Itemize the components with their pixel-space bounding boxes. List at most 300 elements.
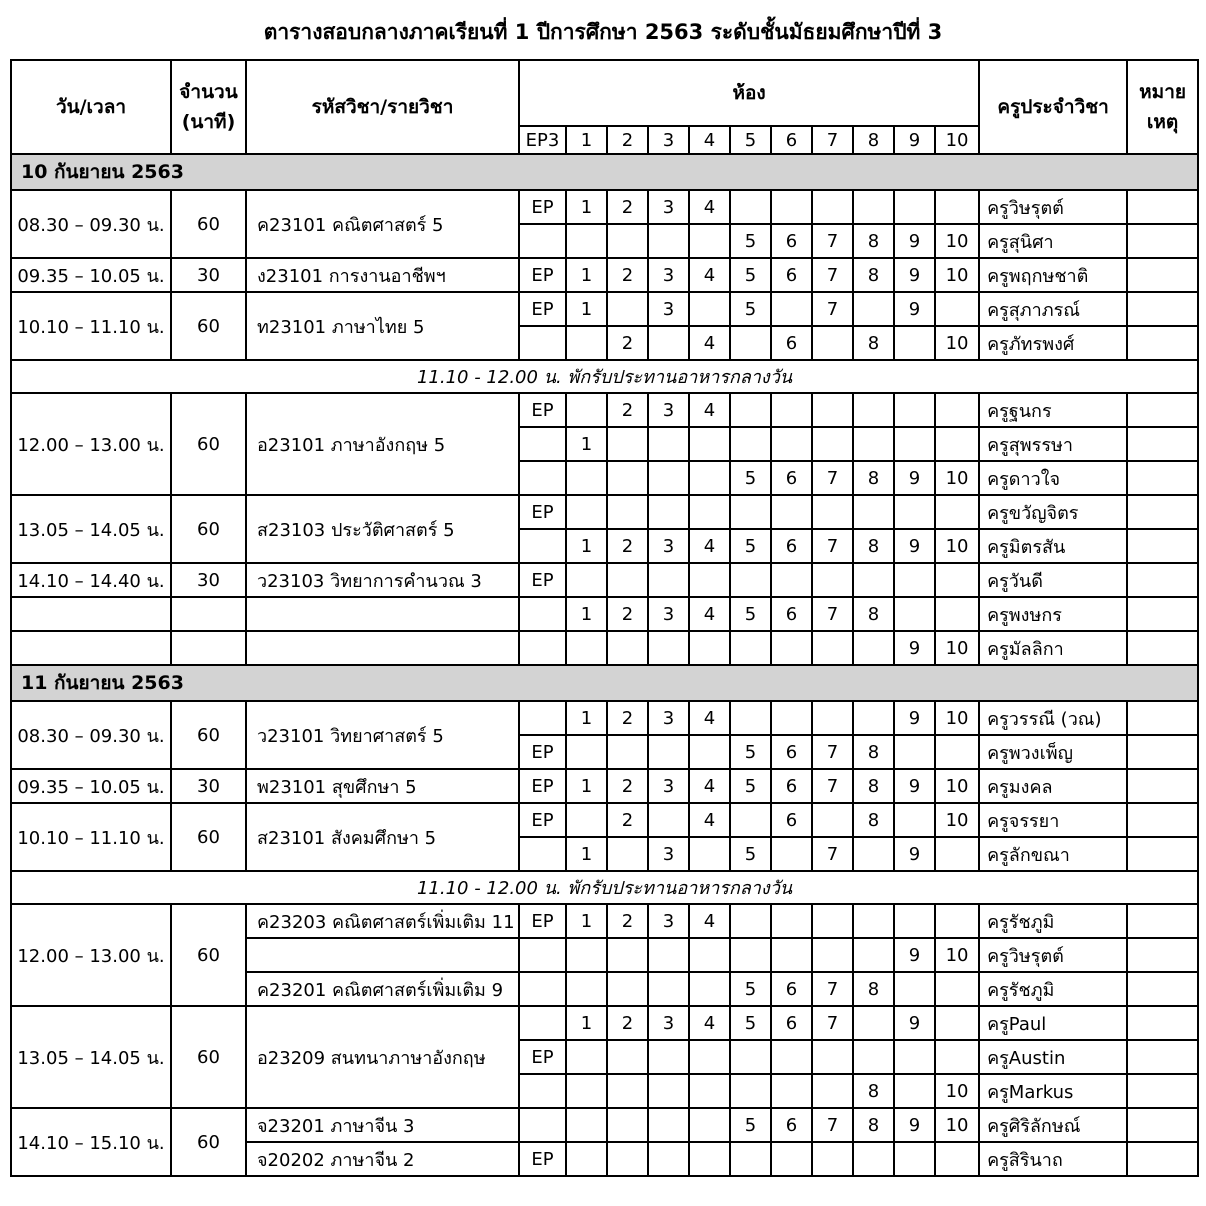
- room-cell: [566, 631, 607, 665]
- room-cell: 10: [935, 631, 979, 665]
- exam-row: [11, 190, 1198, 224]
- room-cell: [935, 393, 979, 427]
- room-cell: EP: [519, 904, 566, 938]
- room-cell: [566, 224, 607, 258]
- date-section-label: 11 กันยายน 2563: [11, 665, 1198, 701]
- room-cell: [730, 1074, 771, 1108]
- exam-duration-cell: 60: [171, 190, 246, 258]
- room-cell: 6: [771, 326, 812, 360]
- exam-subject-cell: พ23101 สุขศึกษา 5: [246, 769, 519, 803]
- lunch-break-row: [11, 871, 1198, 904]
- exam-subject-cell: จ20202 ภาษาจีน 2: [246, 1142, 519, 1176]
- room-cell: [812, 803, 853, 837]
- room-cell: EP: [519, 190, 566, 224]
- room-cell: [607, 495, 648, 529]
- header-room-8: 8: [853, 126, 894, 154]
- room-cell: [648, 803, 689, 837]
- room-cell: 4: [689, 1006, 730, 1040]
- room-cell: [894, 1040, 935, 1074]
- room-cell: [935, 972, 979, 1006]
- room-cell: [607, 1040, 648, 1074]
- room-cell: 9: [894, 1108, 935, 1142]
- exam-time-cell: [11, 631, 171, 665]
- room-cell: [771, 427, 812, 461]
- room-cell: 5: [730, 292, 771, 326]
- header-duration: [171, 60, 246, 154]
- room-cell: 1: [566, 190, 607, 224]
- room-cell: [894, 735, 935, 769]
- room-cell: 1: [566, 837, 607, 871]
- room-cell: 9: [894, 837, 935, 871]
- room-cell: [566, 1108, 607, 1142]
- room-cell: [812, 190, 853, 224]
- room-cell: [648, 1142, 689, 1176]
- room-cell: [771, 938, 812, 972]
- exam-subject-cell: ค23201 คณิตศาสตร์เพิ่มเติม 9: [246, 972, 519, 1006]
- room-cell: [607, 938, 648, 972]
- header-room-6: 6: [771, 126, 812, 154]
- room-cell: [812, 1142, 853, 1176]
- teacher-cell: ครูมิตรสัน: [979, 529, 1127, 563]
- room-cell: [607, 1108, 648, 1142]
- remark-cell: [1127, 190, 1198, 224]
- room-cell: [607, 563, 648, 597]
- header-room-1: 1: [566, 126, 607, 154]
- teacher-cell: ครูศิริลักษณ์: [979, 1108, 1127, 1142]
- remark-cell: [1127, 563, 1198, 597]
- room-cell: [689, 461, 730, 495]
- teacher-cell: ครูพงษกร: [979, 597, 1127, 631]
- header-room-5: 5: [730, 126, 771, 154]
- room-cell: 5: [730, 597, 771, 631]
- exam-row: [11, 393, 1198, 427]
- teacher-cell: ครูAustin: [979, 1040, 1127, 1074]
- room-cell: 1: [566, 529, 607, 563]
- room-cell: [853, 427, 894, 461]
- room-cell: 3: [648, 292, 689, 326]
- room-cell: [894, 1074, 935, 1108]
- teacher-cell: ครูมงคล: [979, 769, 1127, 803]
- room-cell: EP: [519, 1142, 566, 1176]
- remark-cell: [1127, 1108, 1198, 1142]
- room-cell: [689, 427, 730, 461]
- lunch-break-label: 11.10 - 12.00 น. พักรับประทานอาหารกลางวัน: [11, 871, 1198, 904]
- room-cell: [812, 904, 853, 938]
- room-cell: [519, 1074, 566, 1108]
- header-room-3: 3: [648, 126, 689, 154]
- room-cell: 8: [853, 597, 894, 631]
- room-cell: 7: [812, 769, 853, 803]
- teacher-cell: ครูรัชภูมิ: [979, 972, 1127, 1006]
- room-cell: 4: [689, 769, 730, 803]
- exam-subject-cell: ค23101 คณิตศาสตร์ 5: [246, 190, 519, 258]
- room-cell: [648, 1108, 689, 1142]
- room-cell: EP: [519, 495, 566, 529]
- exam-time-cell: 08.30 – 09.30 น.: [11, 190, 171, 258]
- room-cell: 2: [607, 529, 648, 563]
- room-cell: [566, 563, 607, 597]
- room-cell: [812, 631, 853, 665]
- room-cell: [935, 837, 979, 871]
- room-cell: [566, 393, 607, 427]
- room-cell: 10: [935, 258, 979, 292]
- room-cell: [894, 190, 935, 224]
- room-cell: 5: [730, 735, 771, 769]
- room-cell: 4: [689, 393, 730, 427]
- room-cell: 6: [771, 803, 812, 837]
- remark-cell: [1127, 904, 1198, 938]
- header-duration-line2: (นาที): [181, 111, 236, 133]
- room-cell: [689, 735, 730, 769]
- room-cell: [648, 631, 689, 665]
- room-cell: [935, 292, 979, 326]
- room-cell: 10: [935, 938, 979, 972]
- room-cell: [519, 529, 566, 563]
- remark-cell: [1127, 427, 1198, 461]
- room-cell: 7: [812, 1006, 853, 1040]
- room-cell: 7: [812, 224, 853, 258]
- exam-time-cell: 09.35 – 10.05 น.: [11, 769, 171, 803]
- room-cell: [607, 631, 648, 665]
- room-cell: EP: [519, 292, 566, 326]
- room-cell: [689, 1142, 730, 1176]
- header-duration-line1: จำนวน: [179, 81, 238, 103]
- exam-row: [11, 701, 1198, 735]
- room-cell: EP: [519, 563, 566, 597]
- room-cell: [566, 1074, 607, 1108]
- room-cell: [894, 495, 935, 529]
- room-cell: [648, 224, 689, 258]
- room-cell: 5: [730, 224, 771, 258]
- remark-cell: [1127, 1142, 1198, 1176]
- room-cell: 1: [566, 258, 607, 292]
- room-cell: 6: [771, 461, 812, 495]
- room-cell: 8: [853, 1108, 894, 1142]
- room-cell: 6: [771, 224, 812, 258]
- room-cell: 3: [648, 529, 689, 563]
- room-cell: 1: [566, 769, 607, 803]
- exam-duration-cell: 60: [171, 904, 246, 1006]
- room-cell: [730, 904, 771, 938]
- room-cell: 7: [812, 597, 853, 631]
- remark-cell: [1127, 258, 1198, 292]
- room-cell: [853, 1040, 894, 1074]
- room-cell: 2: [607, 769, 648, 803]
- room-cell: [689, 1108, 730, 1142]
- room-cell: 4: [689, 258, 730, 292]
- room-cell: EP: [519, 735, 566, 769]
- room-cell: 5: [730, 837, 771, 871]
- room-cell: [935, 563, 979, 597]
- room-cell: 6: [771, 1108, 812, 1142]
- room-cell: [730, 495, 771, 529]
- room-cell: [853, 563, 894, 597]
- room-cell: 9: [894, 769, 935, 803]
- room-cell: [648, 563, 689, 597]
- room-cell: [812, 938, 853, 972]
- room-cell: 10: [935, 1108, 979, 1142]
- room-cell: 3: [648, 904, 689, 938]
- room-cell: [648, 938, 689, 972]
- header-room-10: 10: [935, 126, 979, 154]
- room-cell: 2: [607, 597, 648, 631]
- room-cell: 2: [607, 1006, 648, 1040]
- remark-cell: [1127, 1074, 1198, 1108]
- room-cell: 10: [935, 701, 979, 735]
- exam-duration-cell: 60: [171, 803, 246, 871]
- exam-duration-cell: 30: [171, 769, 246, 803]
- teacher-cell: ครูจรรยา: [979, 803, 1127, 837]
- room-cell: [894, 803, 935, 837]
- room-cell: 5: [730, 1006, 771, 1040]
- room-cell: [771, 393, 812, 427]
- room-cell: [812, 393, 853, 427]
- room-cell: 3: [648, 837, 689, 871]
- exam-row: [11, 803, 1198, 837]
- room-cell: 3: [648, 190, 689, 224]
- room-cell: [519, 631, 566, 665]
- room-cell: [771, 701, 812, 735]
- room-cell: 3: [648, 597, 689, 631]
- room-cell: [894, 597, 935, 631]
- exam-duration-cell: [171, 631, 246, 665]
- room-cell: 6: [771, 258, 812, 292]
- exam-time-cell: 14.10 – 15.10 น.: [11, 1108, 171, 1176]
- room-cell: 4: [689, 190, 730, 224]
- exam-subject-cell: อ23209 สนทนาภาษาอังกฤษ: [246, 1006, 519, 1108]
- room-cell: [853, 190, 894, 224]
- room-cell: [853, 495, 894, 529]
- room-cell: 9: [894, 701, 935, 735]
- exam-subject-cell: ท23101 ภาษาไทย 5: [246, 292, 519, 360]
- room-cell: 9: [894, 529, 935, 563]
- room-cell: [894, 427, 935, 461]
- exam-subject-cell: ส23101 สังคมศึกษา 5: [246, 803, 519, 871]
- room-cell: [812, 1074, 853, 1108]
- teacher-cell: ครูพวงเพ็ญ: [979, 735, 1127, 769]
- room-cell: 7: [812, 972, 853, 1006]
- remark-cell: [1127, 326, 1198, 360]
- room-cell: [771, 292, 812, 326]
- room-cell: [730, 701, 771, 735]
- room-cell: 5: [730, 461, 771, 495]
- room-cell: 8: [853, 1074, 894, 1108]
- room-cell: [935, 1040, 979, 1074]
- room-cell: [566, 735, 607, 769]
- room-cell: 7: [812, 1108, 853, 1142]
- room-cell: [771, 1142, 812, 1176]
- room-cell: EP: [519, 769, 566, 803]
- header-room-7: 7: [812, 126, 853, 154]
- teacher-cell: ครูPaul: [979, 1006, 1127, 1040]
- room-cell: [519, 837, 566, 871]
- room-cell: [730, 631, 771, 665]
- room-cell: [853, 1006, 894, 1040]
- remark-cell: [1127, 495, 1198, 529]
- room-cell: 9: [894, 1006, 935, 1040]
- remark-cell: [1127, 701, 1198, 735]
- room-cell: 8: [853, 529, 894, 563]
- room-cell: EP: [519, 1040, 566, 1074]
- room-cell: 8: [853, 972, 894, 1006]
- room-cell: [812, 563, 853, 597]
- exam-subject-cell: ว23101 วิทยาศาสตร์ 5: [246, 701, 519, 769]
- room-cell: 2: [607, 701, 648, 735]
- room-cell: [519, 1108, 566, 1142]
- room-cell: 10: [935, 529, 979, 563]
- exam-duration-cell: 60: [171, 1108, 246, 1176]
- room-cell: [689, 938, 730, 972]
- room-cell: 8: [853, 769, 894, 803]
- room-cell: 3: [648, 258, 689, 292]
- room-cell: [689, 1074, 730, 1108]
- room-cell: EP: [519, 393, 566, 427]
- room-cell: [648, 427, 689, 461]
- room-cell: [648, 1074, 689, 1108]
- room-cell: [853, 631, 894, 665]
- room-cell: 5: [730, 529, 771, 563]
- room-cell: 10: [935, 769, 979, 803]
- room-cell: [853, 904, 894, 938]
- room-cell: [566, 972, 607, 1006]
- remark-cell: [1127, 1040, 1198, 1074]
- teacher-cell: ครูลักขณา: [979, 837, 1127, 871]
- room-cell: [771, 904, 812, 938]
- teacher-cell: ครูวิษรุตต์: [979, 938, 1127, 972]
- room-cell: 10: [935, 326, 979, 360]
- room-cell: EP: [519, 258, 566, 292]
- room-cell: 8: [853, 461, 894, 495]
- room-cell: [771, 1074, 812, 1108]
- room-cell: [935, 597, 979, 631]
- room-cell: [730, 427, 771, 461]
- exam-row: [11, 495, 1198, 529]
- room-cell: 8: [853, 258, 894, 292]
- room-cell: [853, 292, 894, 326]
- remark-cell: [1127, 938, 1198, 972]
- room-cell: 4: [689, 326, 730, 360]
- room-cell: 5: [730, 258, 771, 292]
- room-cell: [607, 1142, 648, 1176]
- room-cell: 6: [771, 597, 812, 631]
- room-cell: [607, 427, 648, 461]
- exam-row: [11, 292, 1198, 326]
- room-cell: 8: [853, 224, 894, 258]
- room-cell: [607, 224, 648, 258]
- room-cell: [689, 972, 730, 1006]
- room-cell: [689, 292, 730, 326]
- room-cell: [730, 326, 771, 360]
- room-cell: [566, 938, 607, 972]
- exam-time-cell: [11, 597, 171, 631]
- header-room-ep3: EP3: [519, 126, 566, 154]
- room-cell: [519, 972, 566, 1006]
- room-cell: 5: [730, 972, 771, 1006]
- room-cell: 7: [812, 461, 853, 495]
- exam-row: [11, 1006, 1198, 1040]
- room-cell: 7: [812, 837, 853, 871]
- teacher-cell: ครูสุนิศา: [979, 224, 1127, 258]
- room-cell: 2: [607, 326, 648, 360]
- room-cell: [935, 190, 979, 224]
- room-cell: [519, 461, 566, 495]
- room-cell: [730, 190, 771, 224]
- exam-time-cell: 14.10 – 14.40 น.: [11, 563, 171, 597]
- room-cell: [689, 837, 730, 871]
- teacher-cell: ครูสุภาภรณ์: [979, 292, 1127, 326]
- room-cell: 4: [689, 701, 730, 735]
- room-cell: 3: [648, 769, 689, 803]
- room-cell: [935, 495, 979, 529]
- room-cell: 6: [771, 735, 812, 769]
- room-cell: [519, 597, 566, 631]
- room-cell: [771, 563, 812, 597]
- room-cell: 9: [894, 258, 935, 292]
- room-cell: [935, 1006, 979, 1040]
- date-section-label: 10 กันยายน 2563: [11, 154, 1198, 190]
- header-room-2: 2: [607, 126, 648, 154]
- exam-subject-cell: [246, 938, 519, 972]
- header-datetime: วัน/เวลา: [11, 60, 171, 154]
- room-cell: 9: [894, 224, 935, 258]
- remark-cell: [1127, 393, 1198, 427]
- room-cell: [607, 292, 648, 326]
- exam-time-cell: 08.30 – 09.30 น.: [11, 701, 171, 769]
- room-cell: [648, 461, 689, 495]
- room-cell: [607, 461, 648, 495]
- room-cell: [519, 427, 566, 461]
- room-cell: [648, 1040, 689, 1074]
- exam-time-cell: 13.05 – 14.05 น.: [11, 495, 171, 563]
- room-cell: [607, 972, 648, 1006]
- teacher-cell: ครูสุพรรษา: [979, 427, 1127, 461]
- exam-subject-cell: ส23103 ประวัติศาสตร์ 5: [246, 495, 519, 563]
- exam-duration-cell: 60: [171, 393, 246, 495]
- room-cell: [812, 326, 853, 360]
- room-cell: [730, 938, 771, 972]
- room-cell: [648, 495, 689, 529]
- exam-subject-cell: ค23203 คณิตศาสตร์เพิ่มเติม 11: [246, 904, 519, 938]
- room-cell: 1: [566, 597, 607, 631]
- room-cell: [566, 803, 607, 837]
- room-cell: [519, 701, 566, 735]
- room-cell: [853, 837, 894, 871]
- room-cell: [935, 427, 979, 461]
- room-cell: [648, 972, 689, 1006]
- exam-row: [11, 597, 1198, 631]
- remark-cell: [1127, 837, 1198, 871]
- room-cell: [894, 563, 935, 597]
- exam-time-cell: 10.10 – 11.10 น.: [11, 292, 171, 360]
- room-cell: 1: [566, 904, 607, 938]
- teacher-cell: ครูMarkus: [979, 1074, 1127, 1108]
- remark-cell: [1127, 769, 1198, 803]
- room-cell: [894, 972, 935, 1006]
- header-room-4: 4: [689, 126, 730, 154]
- room-cell: 2: [607, 803, 648, 837]
- teacher-cell: ครูวันดี: [979, 563, 1127, 597]
- remark-cell: [1127, 461, 1198, 495]
- room-cell: [853, 938, 894, 972]
- exam-row: [11, 1108, 1198, 1142]
- room-cell: [812, 495, 853, 529]
- room-cell: [894, 904, 935, 938]
- remark-cell: [1127, 803, 1198, 837]
- room-cell: 9: [894, 631, 935, 665]
- room-cell: [771, 190, 812, 224]
- room-cell: [935, 904, 979, 938]
- exam-row: [11, 904, 1198, 938]
